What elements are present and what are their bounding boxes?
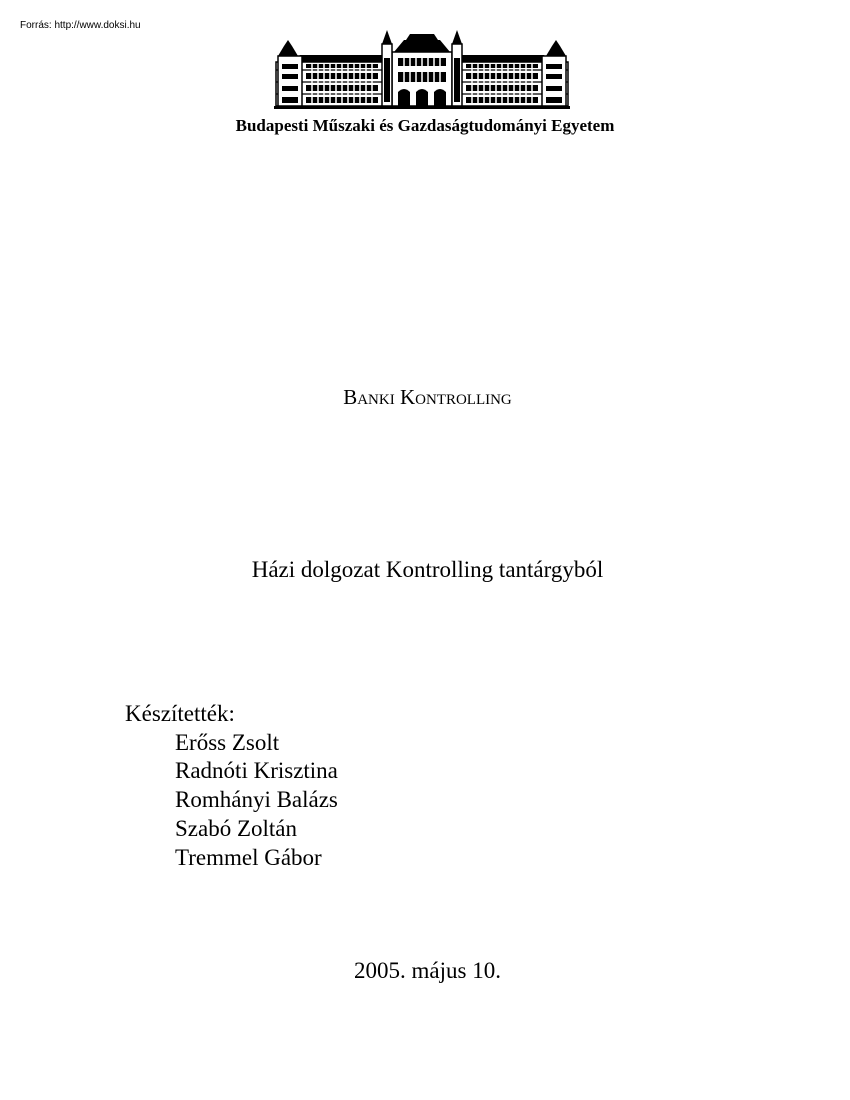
- document-subtitle: Házi dolgozat Kontrolling tantárgyból: [251, 557, 604, 582]
- author-name: Tremmel Gábor: [175, 844, 322, 870]
- author-name: Szabó Zoltán: [175, 815, 297, 841]
- document-date: 2005. május 10.: [354, 958, 501, 983]
- author-name: Romhányi Balázs: [175, 787, 338, 813]
- author-name: Radnóti Krisztina: [175, 758, 338, 784]
- document-title: Banki Kontrolling: [343, 385, 512, 409]
- source-note: Forrás: http://www.doksi.hu: [20, 20, 141, 31]
- university-building-icon: [274, 28, 570, 110]
- authors-block: [125, 700, 338, 872]
- authors-label: Készítették:: [125, 701, 235, 726]
- author-name: Erőss Zsolt: [175, 729, 280, 755]
- university-name: Budapesti Műszaki és Gazdaságtudományi Egyetem: [235, 116, 615, 135]
- author-list: [125, 729, 338, 873]
